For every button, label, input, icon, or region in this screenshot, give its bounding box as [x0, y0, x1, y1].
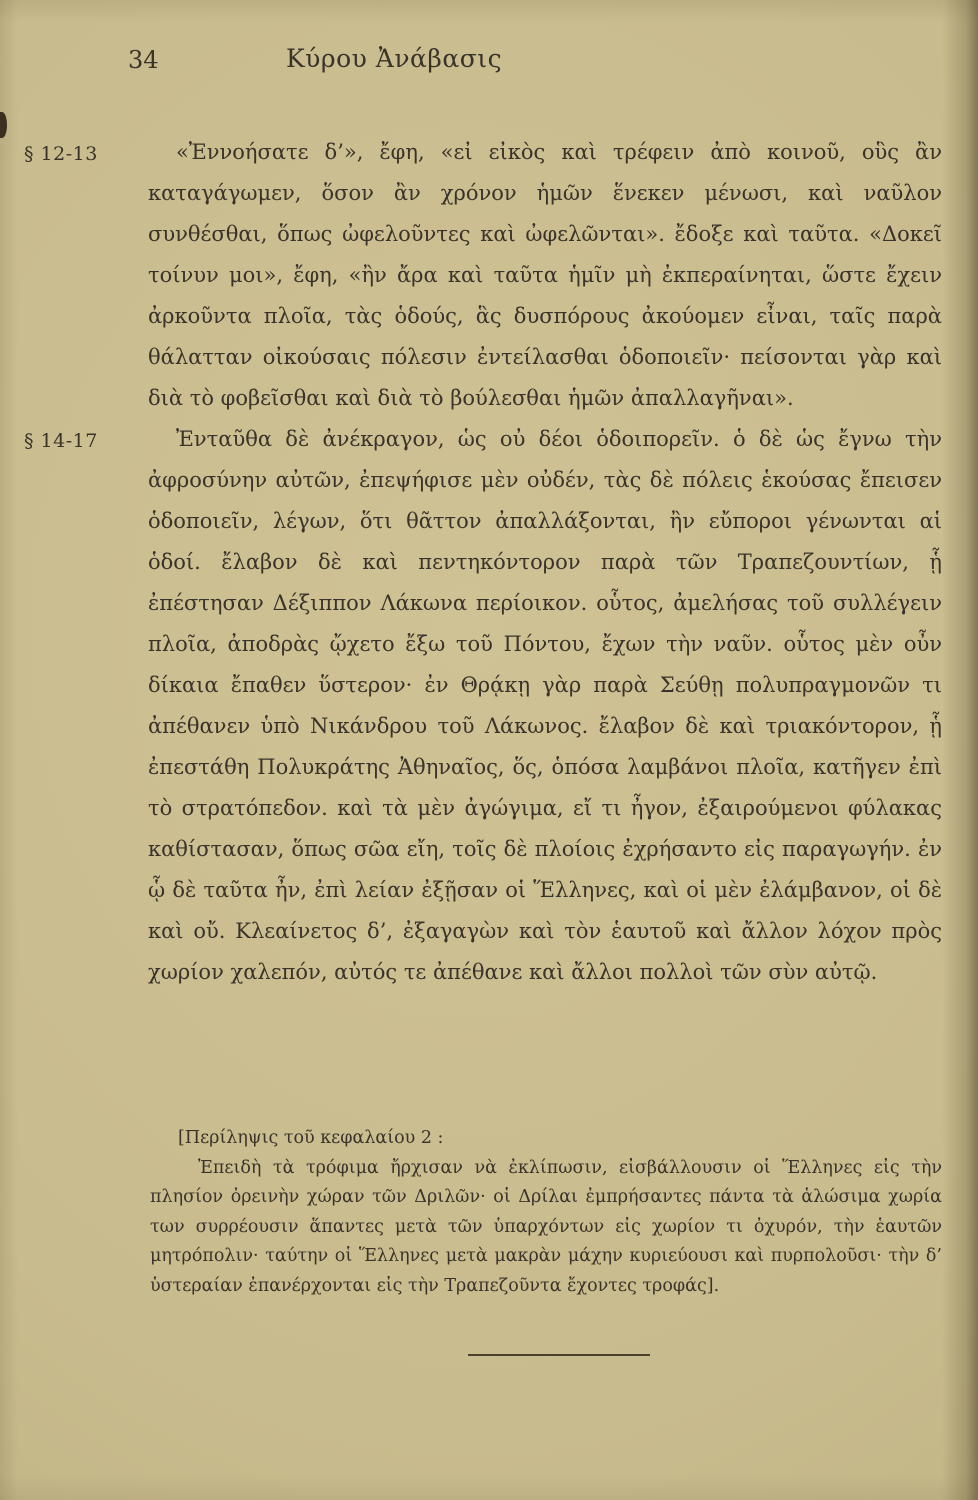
paragraph-text: «Ἐννοήσατε δ’», ἔφη, «εἰ εἰκὸς καὶ τρέφειν ἀπὸ κοινοῦ, οὓς ἂν καταγάγωμεν, ὅσον ἂν χρόνον ἡμῶν ἕνεκεν μένωσι, καὶ ναῦλον συνθέσθαι, ὅπως ὠφελοῦντες καὶ ὠφελῶνται». ἔδοξε καὶ ταῦτα. «Δοκεῖ τοίνυν μοι», ἔφη, «ἢν ἄρα καὶ ταῦτα ἡμῖν μὴ ἐκπεραίνηται, ὥστε ἔχειν ἀρκοῦντα πλοῖα, τὰς ὁδούς, ἃς δυσπόρους ἀκούομεν εἶναι, ταῖς παρὰ θάλατταν οἰκούσαις πόλεσιν ἐντείλασθαι ὁδοποιεῖν· πείσονται γὰρ καὶ διὰ τὸ φοβεῖσθαι καὶ διὰ τὸ βούλεσθαι ἡμῶν ἀπαλλαγῆναι». — [148, 140, 942, 410]
footnote-heading: [Περίληψις τοῦ κεφαλαίου 2 : — [178, 1128, 444, 1148]
paragraph-12-13 — [24, 132, 942, 419]
end-of-chapter-rule — [468, 1354, 650, 1356]
running-title: Κύρου Ἀνάβασις — [286, 44, 503, 73]
footnote-body: Ἐπειδὴ τὰ τρόφιμα ἤρχισαν νὰ ἐκλίπωσιν, εἰσβάλλουσιν οἱ Ἕλληνες εἰς τὴν πλησίον ὀρεινὴν χώραν τῶν Δριλῶν· οἱ Δρίλαι ἐμπρήσαντες πάντα τὰ ἁλώσιμα χωρία των συρρέουσιν ἅπαντες μετὰ τῶν ὑπαρχόντων εἰς χωρίον τι ὀχυρόν, τὴν ἑαυτῶν μητρόπολιν· ταύτην οἱ Ἕλληνες μετὰ μακρὰν μάχην κυριεύουσι καὶ πυρπολοῦσι· τὴν δ’ ὑστεραίαν ἐπανέρχονται εἰς τὴν Τραπεζοῦντα ἔχοντες τροφάς]. — [150, 1157, 942, 1296]
scan-artifact — [0, 112, 7, 138]
section-marker-12-13: § 12-13 — [24, 143, 98, 165]
footnote-summary — [150, 1124, 942, 1301]
paragraph-14-17 — [24, 419, 942, 993]
paragraph-text: Ἐνταῦθα δὲ ἀνέκραγον, ὡς οὐ δέοι ὁδοιπορεῖν. ὁ δὲ ὡς ἔγνω τὴν ἀφροσύνην αὐτῶν, ἐπεψήφισε μὲν οὐδέν, τὰς δὲ πόλεις ἑκούσας ἔπεισεν ὁδοποιεῖν, λέγων, ὅτι θᾶττον ἀπαλλάξονται, ἢν εὔποροι γένωνται αἱ ὁδοί. ἔλαβον δὲ καὶ πεντηκόντορον παρὰ τῶν Τραπεζουντίων, ᾗ ἐπέστησαν Δέξιππον Λάκωνα περίοικον. οὗτος, ἀμελήσας τοῦ συλλέγειν πλοῖα, ἀποδρὰς ᾤχετο ἔξω τοῦ Πόντου, ἔχων τὴν ναῦν. οὗτος μὲν οὖν δίκαια ἔπαθεν ὕστερον· ἐν Θρᾴκῃ γὰρ παρὰ Σεύθῃ πολυπραγμονῶν τι ἀπέθανεν ὑπὸ Νικάνδρου τοῦ Λάκωνος. ἔλαβον δὲ καὶ τριακόντορον, ᾗ ἐπεστάθη Πολυκράτης Ἀθηναῖος, ὅς, ὁπόσα λαμβάνοι πλοῖα, κατῆγεν ἐπὶ τὸ στρατόπεδον. καὶ τὰ μὲν ἀγώγιμα, εἴ τι ἦγον, ἐξαιρούμενοι φύλακας καθίστασαν, ὅπως σῶα εἴη, τοῖς δὲ πλοίοις ἐχρήσαντο εἰς παραγωγήν. ἐν ᾧ δὲ ταῦτα ἦν, ἐπὶ λείαν ἐξῇσαν οἱ Ἕλληνες, καὶ οἱ μὲν ἐλάμβανον, οἱ δὲ καὶ οὔ. Κλεαίνετος δ’, ἐξαγαγὼν καὶ τὸν ἑαυτοῦ καὶ ἄλλον λόχον πρὸς χωρίον χαλεπόν, αὐτός τε ἀπέθανε καὶ ἄλλοι πολλοὶ τῶν σὺν αὐτῷ. — [148, 427, 942, 984]
main-text — [24, 132, 942, 993]
page-number: 34 — [128, 46, 159, 74]
section-marker-14-17: § 14-17 — [24, 430, 98, 452]
